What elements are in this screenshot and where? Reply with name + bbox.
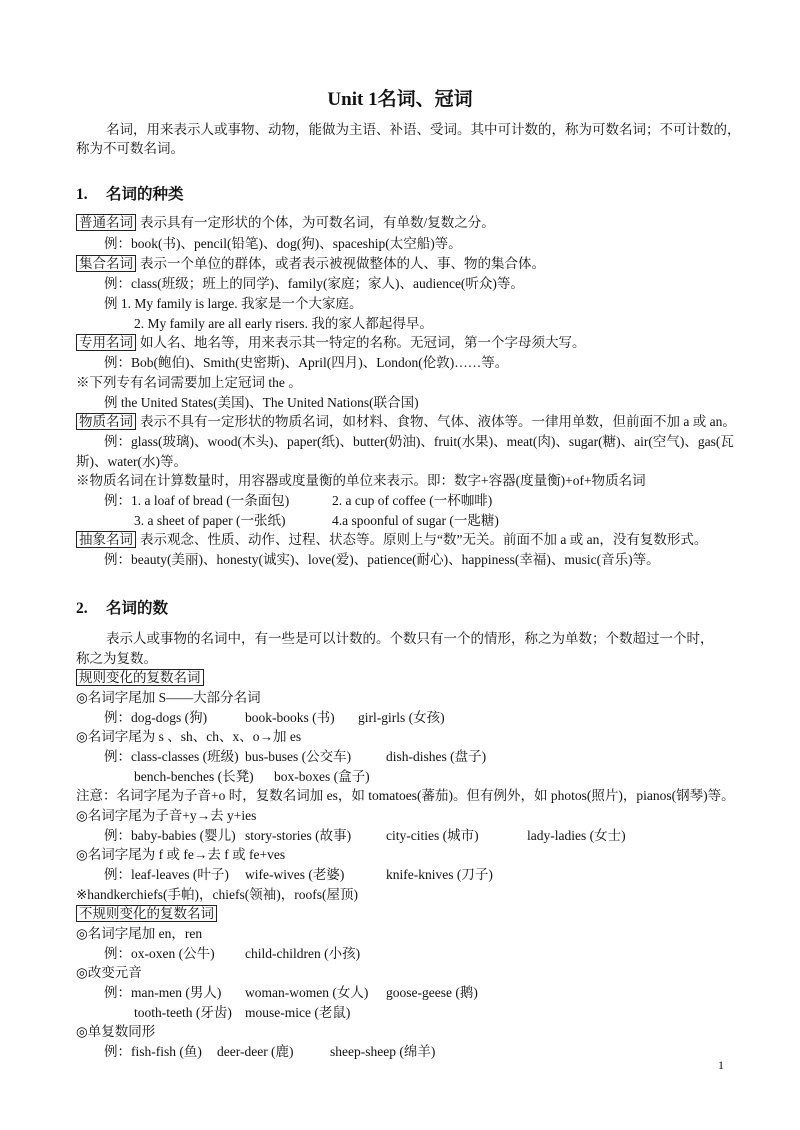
abstract-noun-label: 抽象名词 bbox=[76, 531, 136, 548]
material-noun-example-1: 例：glass(玻璃)、wood(木头)、paper(纸)、butter(奶油)、fruit(水果)、meat(肉)、sugar(糖)、air(空气)、gas(瓦 bbox=[104, 434, 734, 449]
rule-3-example-2: story-stories (故事) bbox=[245, 828, 352, 843]
rule-2-example-4: bench-benches (长凳) bbox=[134, 769, 254, 784]
irregular-rule-2-example-2: woman-women (女人) bbox=[245, 985, 369, 1000]
collective-noun-line bbox=[76, 255, 545, 273]
material-noun-example-2: 斯)、water(水)等。 bbox=[76, 454, 187, 469]
material-example-4b: 4.a spoonful of sugar (一匙糖) bbox=[332, 513, 499, 528]
irregular-rule-3-example-3: sheep-sheep (绵羊) bbox=[330, 1044, 436, 1059]
page-title: Unit 1名词、冠词 bbox=[327, 89, 473, 110]
rule-4-note: ※handkerchiefs(手帕)，chiefs(领袖)，roofs(屋顶) bbox=[76, 887, 358, 902]
rule-2: ◎名词字尾为 s 、sh、ch、x、o→加 es bbox=[76, 729, 302, 744]
rule-3-example-1: 例：baby-babies (婴儿) bbox=[104, 828, 236, 843]
rule-1-example-2: book-books (书) bbox=[245, 710, 335, 725]
rule-2-example-5: box-boxes (盒子) bbox=[274, 769, 370, 784]
rule-1-example-1: 例：dog-dogs (狗) bbox=[104, 710, 208, 725]
irregular-rule-1-example-1: 例：ox-oxen (公牛) bbox=[104, 946, 215, 961]
material-noun-label: 物质名词 bbox=[76, 413, 136, 430]
irregular-rule-3-example-1: 例：fish-fish (鱼) bbox=[104, 1044, 202, 1059]
collective-noun-example-1: 例 1. My family is large. 我家是一个大家庭。 bbox=[104, 296, 363, 311]
rule-1-example-3: girl-girls (女孩) bbox=[358, 710, 445, 725]
material-noun-desc: 表示不具有一定形状的物质名词，如材料、食物、气体、液体等。一律用单数，但前面不加 a 或 an。 bbox=[140, 414, 736, 429]
common-noun-label: 普通名词 bbox=[76, 214, 136, 231]
rule-2-example-1: 例：class-classes (班级) bbox=[104, 749, 239, 764]
material-example-4a: 3. a sheet of paper (一张纸) bbox=[134, 513, 286, 528]
proper-noun-example: 例：Bob(鲍伯)、Smith(史密斯)、April(四月)、London(伦敦)……等。 bbox=[104, 355, 509, 370]
rule-2-example-3: dish-dishes (盘子) bbox=[386, 749, 487, 764]
rule-1: ◎名词字尾加 S——大部分名词 bbox=[76, 690, 261, 705]
rule-2-example-2: bus-buses (公交车) bbox=[245, 749, 352, 764]
section-1-title: 名词的种类 bbox=[106, 186, 184, 203]
material-example-3a: 例：1. a loaf of bread (一条面包) bbox=[104, 493, 290, 508]
rule-2-note: 注意：名词字尾为子音+o 时，复数名词加 es，如 tomatoes(蕃茄)。但有例外，如 photos(照片)，pianos(钢琴)等。 bbox=[76, 788, 735, 803]
section-2-title: 名词的数 bbox=[106, 600, 169, 617]
abstract-noun-desc: 表示观念、性质、动作、过程、状态等。原则上与“数”无关。前面不加 a 或 an，没有复数形式。 bbox=[140, 532, 708, 547]
rule-3: ◎名词字尾为子音+y→去 y+ies bbox=[76, 808, 257, 823]
abstract-noun-example: 例：beauty(美丽)、honesty(诚实)、love(爱)、patience(耐心)、happiness(幸福)、music(音乐)等。 bbox=[104, 552, 660, 567]
proper-noun-note: ※下列专有名词需要加上定冠词 the 。 bbox=[76, 375, 302, 390]
regular-plural-label: 规则变化的复数名词 bbox=[76, 669, 204, 686]
collective-noun-example: 例：class(班级；班上的同学)、family(家庭；家人)、audience(听众)等。 bbox=[104, 276, 524, 291]
common-noun-line bbox=[76, 214, 495, 232]
irregular-rule-3: ◎单复数同形 bbox=[76, 1024, 156, 1039]
proper-noun-desc: 如人名、地名等，用来表示其一特定的名称。无冠词，第一个字母须大写。 bbox=[140, 335, 586, 350]
irregular-rule-2-example-4: tooth-teeth (牙齿) bbox=[134, 1005, 232, 1020]
irregular-plural-label: 不规则变化的复数名词 bbox=[76, 905, 217, 922]
rule-3-example-3: city-cities (城市) bbox=[386, 828, 479, 843]
intro-line-1: 名词，用来表示人或事物、动物，能做为主语、补语、受词。其中可计数的，称为可数名词；不可计数的， bbox=[106, 122, 741, 137]
irregular-rule-3-example-2: deer-deer (鹿) bbox=[217, 1044, 294, 1059]
common-noun-example: 例：book(书)、pencil(铅笔)、dog(狗)、spaceship(太空船)等。 bbox=[104, 236, 462, 251]
irregular-plural-heading bbox=[76, 905, 221, 923]
material-example-3b: 2. a cup of coffee (一杯咖啡) bbox=[332, 493, 493, 508]
irregular-rule-2-example-5: mouse-mice (老鼠) bbox=[245, 1005, 351, 1020]
collective-noun-label: 集合名词 bbox=[76, 255, 136, 272]
abstract-noun-line bbox=[76, 531, 707, 549]
irregular-rule-2-example-3: goose-geese (鹅) bbox=[386, 985, 478, 1000]
rule-4-example-2: wife-wives (老婆) bbox=[245, 867, 345, 882]
collective-noun-example-2: 2. My family are all early risers. 我的家人都起得早。 bbox=[134, 316, 433, 331]
intro-line-2: 称为不可数名词。 bbox=[76, 141, 184, 156]
irregular-rule-2-example-1: 例：man-men (男人) bbox=[104, 985, 222, 1000]
rule-4: ◎名词字尾为 f 或 fe→去 f 或 fe+ves bbox=[76, 847, 286, 862]
proper-noun-label: 专用名词 bbox=[76, 334, 136, 351]
rule-3-example-4: lady-ladies (女士) bbox=[527, 828, 626, 843]
rule-4-example-1: 例：leaf-leaves (叶子) bbox=[104, 867, 229, 882]
section-1-heading bbox=[76, 186, 184, 204]
section-1-number: 1. bbox=[76, 186, 88, 203]
section-2-intro-1: 表示人或事物的名词中，有一些是可以计数的。个数只有一个的情形，称之为单数；个数超过一个时， bbox=[106, 631, 714, 646]
section-2-intro-2: 称之为复数。 bbox=[76, 651, 157, 666]
section-2-heading bbox=[76, 600, 168, 618]
irregular-rule-1: ◎名词字尾加 en，ren bbox=[76, 926, 203, 941]
section-2-number: 2. bbox=[76, 600, 88, 617]
irregular-rule-2: ◎改变元音 bbox=[76, 965, 142, 980]
collective-noun-desc: 表示一个单位的群体，或者表示被视做整体的人、事、物的集合体。 bbox=[140, 256, 545, 271]
page-number: 1 bbox=[718, 1058, 724, 1072]
proper-noun-line bbox=[76, 334, 586, 352]
material-noun-line bbox=[76, 413, 736, 431]
rule-4-example-3: knife-knives (刀子) bbox=[386, 867, 493, 882]
regular-plural-heading bbox=[76, 669, 208, 687]
material-noun-note: ※物质名词在计算数量时，用容器或度量衡的单位来表示。即：数字+容器(度量衡)+of+物质名词 bbox=[76, 473, 646, 488]
irregular-rule-1-example-2: child-children (小孩) bbox=[245, 946, 361, 961]
proper-noun-note-example: 例 the United States(美国)、The United Nations(联合国) bbox=[104, 395, 419, 410]
common-noun-desc: 表示具有一定形状的个体，为可数名词，有单数/复数之分。 bbox=[140, 215, 495, 230]
